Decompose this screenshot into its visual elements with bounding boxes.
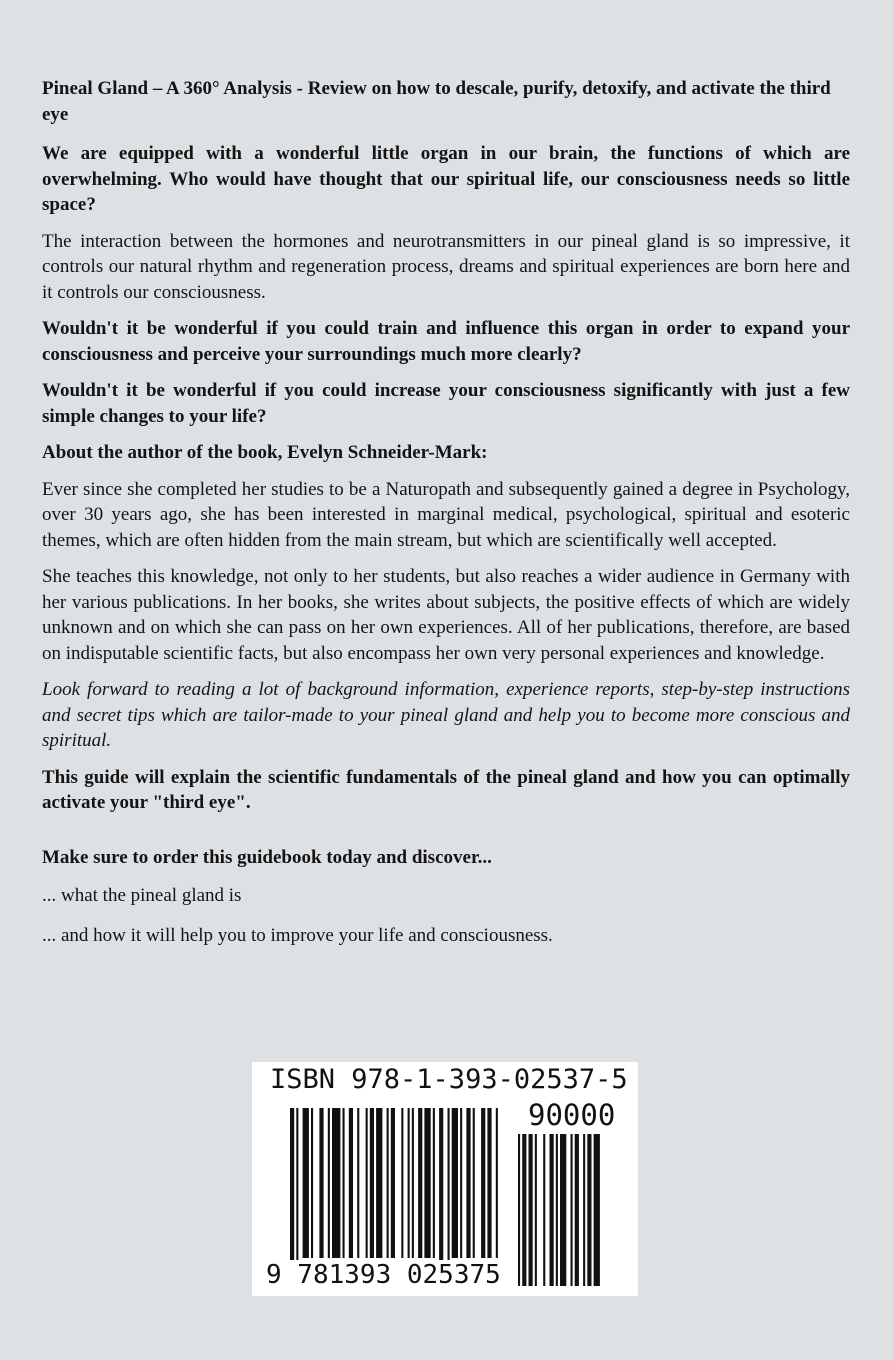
isbn-barcode [252,1062,638,1296]
barcode-bar [550,1134,554,1286]
barcode-bar [560,1134,566,1286]
barcode-bar [418,1108,422,1258]
barcode-bar [296,1108,298,1278]
barcode-bar [496,1108,498,1258]
ean-digits: 9 781393 025375 [266,1260,501,1290]
intro-paragraph: We are equipped with a wonderful little organ in our brain, the functions of which are overwhelming. Who would have thought that our spiritual life, our consciousness needs so little space? [42,143,850,215]
guide-explains-paragraph: This guide will explain the scientific fundamentals of the pineal gland and how you can optimally activate your "third eye". [42,766,850,813]
barcode-bar [594,1134,600,1286]
barcode-bar [357,1108,359,1258]
barcode-bar [303,1108,309,1258]
barcode-bar [466,1108,470,1258]
barcode-bar [583,1134,585,1286]
barcode-bar [518,1134,520,1286]
barcode-bar [332,1108,340,1258]
barcode-bar [349,1108,353,1258]
barcode-bar [319,1108,323,1258]
barcode-bar [439,1108,443,1278]
barcode-bar [460,1108,462,1258]
barcode-bar [290,1108,294,1278]
barcode-bar [311,1108,313,1258]
barcode-bar [366,1108,368,1258]
barcode-bar [433,1108,435,1258]
book-title-line: Pineal Gland – A 360° Analysis - Review on how to descale, purify, detoxify, and activate the third eye [42,78,831,125]
barcode-bar [391,1108,395,1258]
discover-item: ... and how it will help you to improve your life and consciousness. [42,924,553,946]
barcode-bar [529,1134,533,1286]
barcode-bar [343,1108,345,1258]
author-bio-paragraph-two: She teaches this knowledge, not only to her students, but also reaches a wider audience in Germany with her various publications. In her books, she writes about subjects, the positive effects of which are widely unknown and on which she can pass on her own experiences. All of her publications, therefore, are based on indisputable scientific facts, but also encompass her own very personal experiences and knowledge. [42,566,850,664]
barcode-bar [408,1108,410,1258]
barcode-bar [452,1108,458,1258]
back-cover-text [42,76,850,962]
barcode-bar [575,1134,579,1286]
barcode-bar [543,1134,545,1286]
barcode-bar [328,1108,330,1258]
barcode-bar [424,1108,430,1258]
barcode-bar [535,1134,537,1286]
barcode-bar [571,1134,573,1286]
barcode-bar [487,1108,491,1258]
barcode-bar [401,1108,403,1258]
question-one: Wouldn't it be wonderful if you could train and influence this organ in order to expand your consciousness and perceive your surroundings much more clearly? [42,318,850,365]
about-author-heading: About the author of the book, Evelyn Schneider-Mark: [42,442,488,463]
barcode-bar [448,1108,450,1278]
isbn-label: ISBN 978-1-393-02537-5 [270,1064,628,1095]
question-two: Wouldn't it be wonderful if you could increase your consciousness significantly with just a few simple changes to your life? [42,380,850,427]
order-call-to-action: Make sure to order this guidebook today and discover... [42,846,492,868]
barcode-bar [387,1108,389,1258]
barcode-bar [412,1108,414,1258]
barcode-bar [587,1134,591,1286]
barcode-bar [522,1134,526,1286]
barcode-bar [556,1134,558,1286]
price-code: 90000 [528,1098,616,1132]
barcode-bar [473,1108,475,1258]
author-bio-paragraph-one: Ever since she completed her studies to be a Naturopath and subsequently gained a degree in Psychology, over 30 years ago, she has been interested in marginal medical, psychological, spiritual and esoteric themes, which are often hidden from the main stream, but which are scientifically well accepted. [42,478,850,551]
interaction-paragraph: The interaction between the hormones and neurotransmitters in our pineal gland is so impressive, it controls our natural rhythm and regeneration process, dreams and spiritual experiences are born here and it controls our consciousness. [42,230,850,303]
barcode-bar [481,1108,485,1258]
barcode-bar [370,1108,374,1258]
discover-item: ... what the pineal gland is [42,885,242,906]
look-forward-paragraph: Look forward to reading a lot of background information, experience reports, step-by-step instructions and secret tips which are tailor-made to your pineal gland and help you to become more conscious and spiritual. [42,679,850,751]
barcode-bar [376,1108,382,1258]
